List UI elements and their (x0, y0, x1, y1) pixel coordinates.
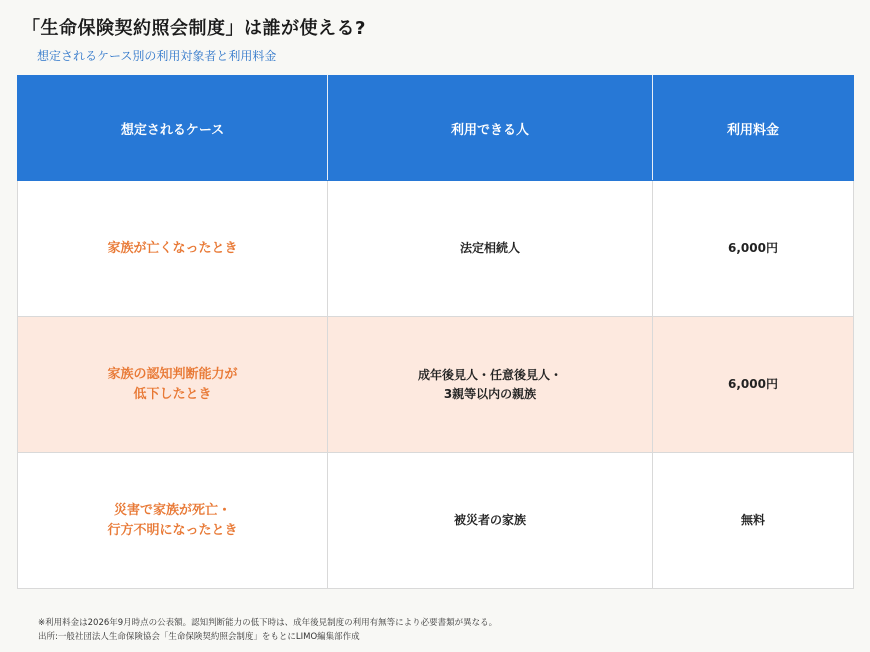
eligible-cell (328, 317, 653, 453)
table-row (18, 453, 854, 589)
case-cell (18, 453, 328, 589)
eligible-line: 被災者の家族 (453, 513, 526, 527)
eligible-line: 3親等以内の親族 (443, 386, 537, 401)
case-cell (18, 181, 328, 317)
eligible-line: 成年後見人・任意後見人・ (417, 367, 562, 382)
fee-cell: 6,000円 (653, 317, 854, 453)
case-cell (18, 317, 328, 453)
case-line: 低下したとき (133, 386, 212, 402)
case-line: 災害で家族が死亡・ (113, 502, 231, 518)
fee-cell: 無料 (653, 453, 854, 589)
table-header-row (18, 76, 854, 181)
footnote-line: ※利用料金は2026年9月時点の公表額。認知判断能力の低下時は、成年後見制度の利用有無等により必要書類が異なる。 (38, 618, 498, 628)
eligible-cell (328, 453, 653, 589)
case-line: 行方不明になったとき (107, 522, 238, 538)
table-row (18, 317, 854, 453)
source-line: 出所:一般社団法人生命保険協会「生命保険契約照会制度」をもとにLIMO編集部作成 (38, 632, 360, 642)
case-line: 家族が亡くなったとき (107, 240, 238, 256)
header-eligible: 利用できる人 (328, 76, 653, 181)
eligible-line: 法定相続人 (459, 241, 520, 255)
page-subtitle: 想定されるケース別の利用対象者と利用料金 (37, 49, 277, 63)
page-title: 「生命保険契約照会制度」は誰が使える? (22, 18, 366, 39)
footnotes (38, 616, 497, 644)
eligible-cell (328, 181, 653, 317)
header-case: 想定されるケース (18, 76, 328, 181)
header-fee: 利用料金 (653, 76, 854, 181)
fee-cell: 6,000円 (653, 181, 854, 317)
case-line: 家族の認知判断能力が (107, 366, 238, 382)
usage-table (17, 75, 854, 589)
table-row (18, 181, 854, 317)
